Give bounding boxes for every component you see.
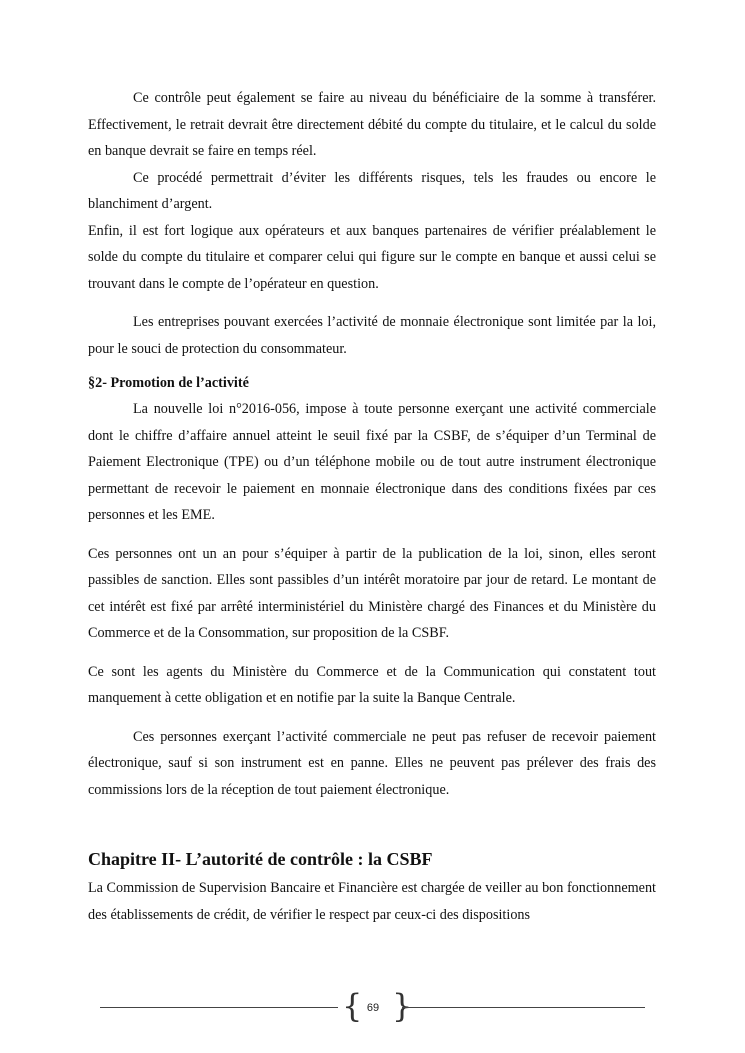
paragraph: La nouvelle loi n°2016-056, impose à toute personne exerçant une activité commerciale dont le chiffre d’affaire annuel atteint le seuil fixé par la CSBF, de s’équiper d’un Terminal de Paiement Electronique (TPE) ou d’un téléphone mobile ou de tout autre instrument électronique permettant de recevoir le paiement en monnaie électronique dans des conditions fixées par ces personnes et les EME.: [88, 401, 656, 523]
page-footer: [100, 987, 645, 1026]
footer-rule-right: [402, 1007, 645, 1008]
paragraph: La Commission de Supervision Bancaire et Financière est chargée de veiller au bon fonctionnement des établissements de crédit, de vérifier le respect par ceux-ci des dispositions: [88, 880, 656, 923]
paragraph: Ce sont les agents du Ministère du Commerce et de la Communication qui constatent tout manquement à cette obligation et en notifie par la suite la Banque Centrale.: [88, 663, 656, 706]
chapter-heading: Chapitre II- L’autorité de contrôle : la CSBF: [88, 849, 433, 869]
paragraph: Enfin, il est fort logique aux opérateurs et aux banques partenaires de vérifier préalablement le solde du compte du titulaire et comparer celui qui figure sur le compte en banque et aussi celui se trouvant dans le compte de l’opérateur en question.: [88, 222, 656, 292]
footer-rule-left: [100, 1007, 338, 1008]
paragraph: Ces personnes ont un an pour s’équiper à partir de la publication de la loi, sinon, elles seront passibles de sanction. Elles sont passibles d’un intérêt moratoire par jour de retard. Le montant de cet intérêt est fixé par arrêté interministériel du Ministère chargé des Finances et du Ministère du Commerce et de la Consommation, sur proposition de la CSBF.: [88, 545, 656, 641]
page-number: 69: [366, 1002, 380, 1014]
paragraph: Ces personnes exerçant l’activité commerciale ne peut pas refuser de recevoir paiement électronique, sauf si son instrument est en panne. Elles ne peuvent pas prélever des frais des commissions lors de la réception de tout paiement électronique.: [88, 728, 656, 798]
paragraph: Ce procédé permettrait d’éviter les différents risques, tels les fraudes ou encore le blanchiment d’argent.: [88, 169, 656, 212]
section-heading: §2- Promotion de l’activité: [88, 375, 249, 391]
paragraph: Les entreprises pouvant exercées l’activité de monnaie électronique sont limitée par la loi, pour le souci de protection du consommateur.: [88, 314, 656, 357]
paragraph: Ce contrôle peut également se faire au niveau du bénéficiaire de la somme à transférer. Effectivement, le retrait devrait être directement débité du compte du titulaire, et le calcul du solde en banque devrait se faire en temps réel.: [88, 90, 656, 159]
left-brace-icon: {: [342, 987, 363, 1025]
right-brace-icon: }: [392, 987, 413, 1025]
page-body: [88, 85, 656, 928]
